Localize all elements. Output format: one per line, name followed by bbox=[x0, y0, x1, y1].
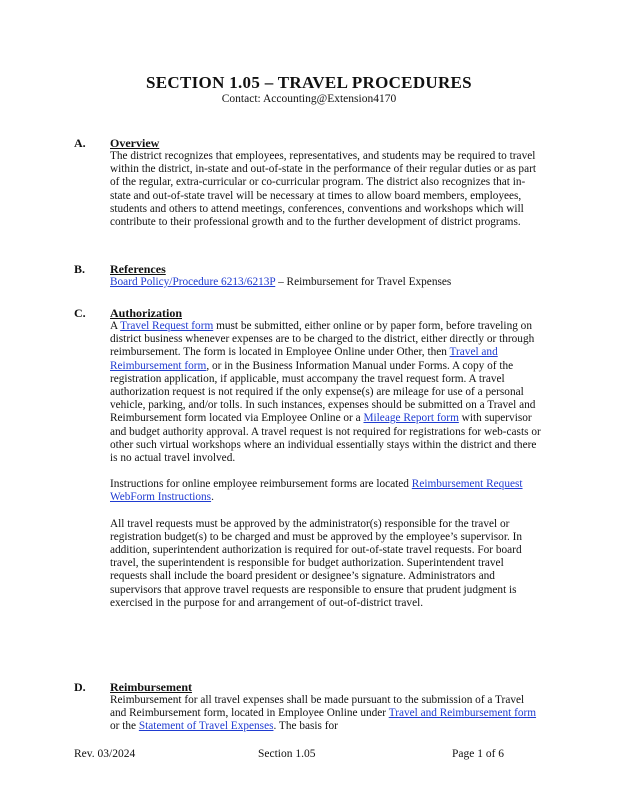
page-title: SECTION 1.05 – TRAVEL PROCEDURES bbox=[146, 73, 472, 92]
webform-instructions-link[interactable]: Reimbursement Request WebForm Instructions bbox=[110, 478, 523, 504]
footer-page-number: Page 1 of 6 bbox=[452, 748, 505, 760]
section-d-heading: Reimbursement bbox=[110, 680, 192, 694]
references-text: – Reimbursement for Travel Expenses bbox=[278, 276, 452, 288]
authorization-paragraph-2: Instructions for online employee reimbursement forms are located Reimbursement Request WebForm Instructions. bbox=[110, 478, 523, 504]
section-d-body bbox=[110, 694, 542, 734]
section-a-heading: Overview bbox=[110, 136, 160, 150]
reimbursement-text: Reimbursement for all travel expenses shall be made pursuant to the submission of a Travel and Reimbursement form, located in Employee Online under Travel and Reimbursement form or the Statement of Travel Expenses. The basis for bbox=[110, 694, 537, 733]
statement-travel-expenses-link[interactable]: Statement of Travel Expenses bbox=[138, 720, 274, 733]
section-b-body bbox=[110, 276, 542, 289]
contact-line: Contact: Accounting@Extension4170 bbox=[221, 93, 397, 105]
footer-revision: Rev. 03/2024 bbox=[74, 748, 136, 760]
travel-reimbursement-form-link[interactable]: Travel and Reimbursement form bbox=[110, 346, 498, 372]
authorization-paragraph-1: A Travel Request form must be submitted, either online or by paper form, before traveling on district business whenever expenses are to be charged to the district, either directly or through reimbursement. The form is located in Employee Online under Other, then Travel and Reimbursement form, or in the Business Information Manual under Forms. A copy of the registration application, if applicable, must accompany the travel request form. A travel authorization request is not required if the only expense(s) are mileage for use of a personal vehicle, parking, and/or tolls. In such instances, expenses should be submitted on a Travel and Reimbursement form located via Employee Online or a Mileage Report form with supervisor and budget authority approval. A travel request is not required for registrations for web-casts or other such virtual workshops where an individual essentially stays within the district and there is no actual travel involved. bbox=[110, 320, 541, 465]
section-a-letter: A. bbox=[74, 136, 86, 150]
section-b-letter: B. bbox=[74, 262, 86, 276]
authorization-paragraph-3: All travel requests must be approved by the administrator(s) responsible for the travel or registration budget(s) to be charged and must be approved by the employee’s supervisor. In addition, superintendent authorization is required for out-of-state travel requests. For board travel, the superintendent is responsible for budget authorization. Superintendent travel requests shall include the board president or designee’s signature. Administrators and supervisors that approve travel requests are responsible to ensure that prudent judgment is exercised in the purpose for and arrangement of out-of-district travel. bbox=[110, 517, 523, 609]
mileage-report-form-link[interactable]: Mileage Report form bbox=[363, 412, 459, 425]
overview-text: The district recognizes that employees, representatives, and students may be required to travel within the district, in-state and out-of-state in the performance of their regular duties or as part of the regular, extra-curricular or co-curricular program. The district also recognizes that in-state and out-of-state travel will be necessary at times to allow board members, employees, students and others to attend meetings, conferences, conventions and workshops which will contribute to their professional growth and to the further development of district programs. bbox=[110, 150, 536, 229]
travel-reimbursement-form-link-2[interactable]: Travel and Reimbursement form bbox=[388, 707, 537, 720]
section-c-body bbox=[110, 320, 542, 610]
section-d-letter: D. bbox=[74, 680, 86, 694]
section-b-heading: References bbox=[110, 262, 166, 276]
travel-request-form-link[interactable]: Travel Request form bbox=[120, 320, 214, 332]
footer-section: Section 1.05 bbox=[258, 748, 316, 760]
section-a-body bbox=[110, 150, 542, 229]
section-c-heading: Authorization bbox=[110, 306, 182, 320]
section-c-letter: C. bbox=[74, 306, 86, 320]
board-policy-link[interactable]: Board Policy/Procedure 6213/6213P bbox=[110, 276, 276, 288]
